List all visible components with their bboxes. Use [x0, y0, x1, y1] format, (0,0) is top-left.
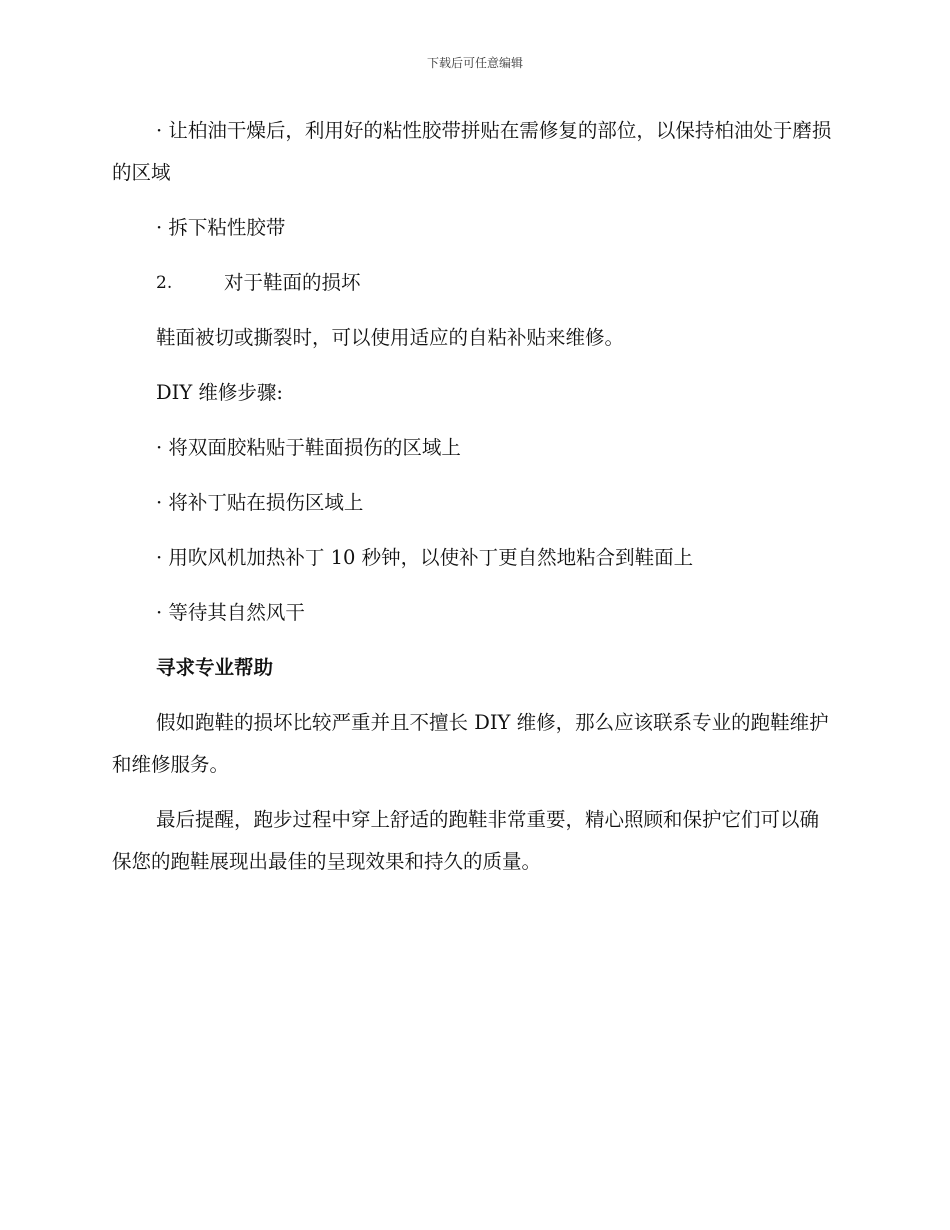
section-heading: 寻求专业帮助	[156, 656, 274, 679]
bullet-text: · 用吹风机加热补丁 10 秒钟，以使补丁更自然地粘合到鞋面上	[156, 546, 694, 569]
bullet-text: · 将双面胶粘贴于鞋面损伤的区域上	[156, 436, 461, 459]
paragraph: 假如跑鞋的损坏比较严重并且不擅长 DIY 维修，那么应该联系专业的跑鞋维护和维修服务。	[112, 711, 829, 776]
paragraph: 最后提醒，跑步过程中穿上舒适的跑鞋非常重要，精心照顾和保护它们可以确保您的跑鞋展现出最佳的呈现效果和持久的质量。	[112, 808, 820, 873]
numbered-item-text: 对于鞋面的损坏	[224, 271, 361, 294]
bullet-text: · 将补丁贴在损伤区域上	[156, 491, 364, 514]
item-number: 2.	[156, 273, 173, 293]
bullet-text: · 等待其自然风干	[156, 601, 305, 624]
bullet-item	[112, 207, 834, 249]
bullet-item	[112, 427, 834, 469]
paragraph: DIY 维修步骤:	[156, 381, 283, 404]
bullet-text: · 让柏油干燥后，利用好的粘性胶带拼贴在需修复的部位，以保持柏油处于磨损的区域	[112, 119, 832, 184]
bullet-item	[112, 482, 834, 524]
bullet-item	[112, 537, 834, 579]
bullet-item	[112, 592, 834, 634]
bullet-text: · 拆下粘性胶带	[156, 216, 286, 239]
document-body	[112, 110, 834, 896]
paragraph: 鞋面被切或撕裂时，可以使用适应的自粘补贴来维修。	[156, 326, 625, 349]
page-header: 下载后可任意编辑	[426, 56, 523, 70]
bullet-item	[112, 110, 834, 194]
numbered-item	[112, 262, 834, 304]
